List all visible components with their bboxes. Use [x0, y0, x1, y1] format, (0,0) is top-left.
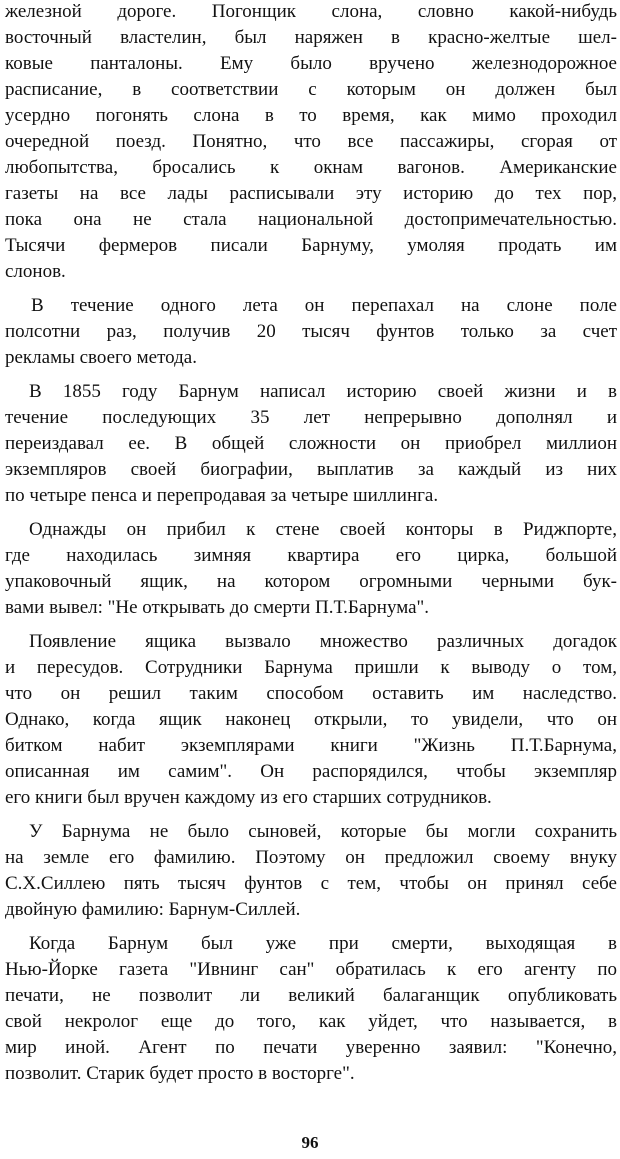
text-line: полсотни раз, получив 20 тысяч фунтов только за счет [5, 321, 617, 342]
paragraph [5, 819, 617, 923]
paragraph [5, 0, 617, 285]
text-line: очередной поезд. Понятно, что все пассажиры, сгорая от [5, 131, 617, 152]
paragraph-gap [5, 371, 617, 379]
paragraph [5, 629, 617, 811]
text-line: Нью-Йорке газета "Ивнинг сан" обратилась к его агенту по [5, 959, 617, 980]
paragraph-gap [5, 811, 617, 819]
text-line: С.Х.Силлею пять тысяч фунтов с тем, чтобы он принял себе [5, 873, 617, 894]
paragraph [5, 293, 617, 371]
text-line: газеты на все лады расписывали эту историю до тех пор, [5, 183, 617, 204]
text-line: пока она не стала национальной достопримечательностью. [5, 209, 617, 230]
paragraph-gap [5, 923, 617, 931]
text-line: У Барнума не было сыновей, которые бы могли сохранить [29, 821, 617, 842]
paragraph [5, 517, 617, 621]
text-line: усердно погонять слона в то время, как мимо проходил [5, 105, 617, 126]
text-line: вами вывел: "Не открывать до смерти П.Т.Барнума". [5, 597, 430, 618]
paragraph-gap [5, 285, 617, 293]
text-line: свой некролог еще до того, как уйдет, что называется, в [5, 1011, 617, 1032]
text-line: рекламы своего метода. [5, 347, 197, 368]
text-line: ковые панталоны. Ему было вручено железнодорожное [5, 53, 617, 74]
text-line: экземпляров своей биографии, выплатив за каждый из них [5, 459, 617, 480]
text-line: переиздавал ее. В общей сложности он приобрел миллион [5, 433, 617, 454]
text-line: Тысячи фермеров писали Барнуму, умоляя продать им [5, 235, 617, 256]
text-line: мир иной. Агент по печати уверенно заявил: "Конечно, [5, 1037, 617, 1058]
text-line: по четыре пенса и перепродавая за четыре шиллинга. [5, 485, 439, 506]
text-line: восточный властелин, был наряжен в красно-желтые шел- [5, 27, 617, 48]
text-line: и пересудов. Сотрудники Барнума пришли к выводу о том, [5, 657, 617, 678]
text-line: печати, не позволит ли великий балаганщик опубликовать [5, 985, 617, 1006]
page-number: 96 [301, 1133, 319, 1152]
text-line: битком набит экземплярами книги "Жизнь П.Т.Барнума, [5, 735, 617, 756]
text-line: Когда Барнум был уже при смерти, выходящая в [29, 933, 617, 954]
text-line: любопытства, бросались к окнам вагонов. Американские [5, 157, 617, 178]
text-line: где находилась зимняя квартира его цирка, большой [5, 545, 617, 566]
body-text [5, 0, 617, 1087]
text-line: описанная им самим". Он распорядился, чтобы экземпляр [5, 761, 617, 782]
text-line: упаковочный ящик, на котором огромными черными бук- [5, 571, 617, 592]
paragraph-gap [5, 509, 617, 517]
paragraph [5, 379, 617, 509]
text-line: его книги был вручен каждому из его старших сотрудников. [5, 787, 492, 808]
text-line: на земле его фамилию. Поэтому он предложил своему внуку [5, 847, 617, 868]
paragraph-gap [5, 621, 617, 629]
text-line: двойную фамилию: Барнум-Силлей. [5, 899, 301, 920]
text-line: позволит. Старик будет просто в восторге". [5, 1063, 355, 1084]
paragraph [5, 931, 617, 1087]
text-line: В течение одного лета он перепахал на слоне поле [31, 295, 617, 316]
text-line: Однажды он прибил к стене своей конторы в Риджпорте, [29, 519, 617, 540]
text-line: слонов. [5, 261, 66, 282]
text-line: течение последующих 35 лет непрерывно дополнял и [5, 407, 617, 428]
text-line: В 1855 году Барнум написал историю своей жизни и в [29, 381, 617, 402]
text-line: железной дороге. Погонщик слона, словно какой-нибудь [5, 1, 617, 22]
text-line: что он решил таким способом оставить им наследство. [5, 683, 617, 704]
text-line: Однако, когда ящик наконец открыли, то увидели, что он [5, 709, 617, 730]
text-line: расписание, в соответствии с которым он должен был [5, 79, 617, 100]
text-line: Появление ящика вызвало множество различных догадок [29, 631, 617, 652]
